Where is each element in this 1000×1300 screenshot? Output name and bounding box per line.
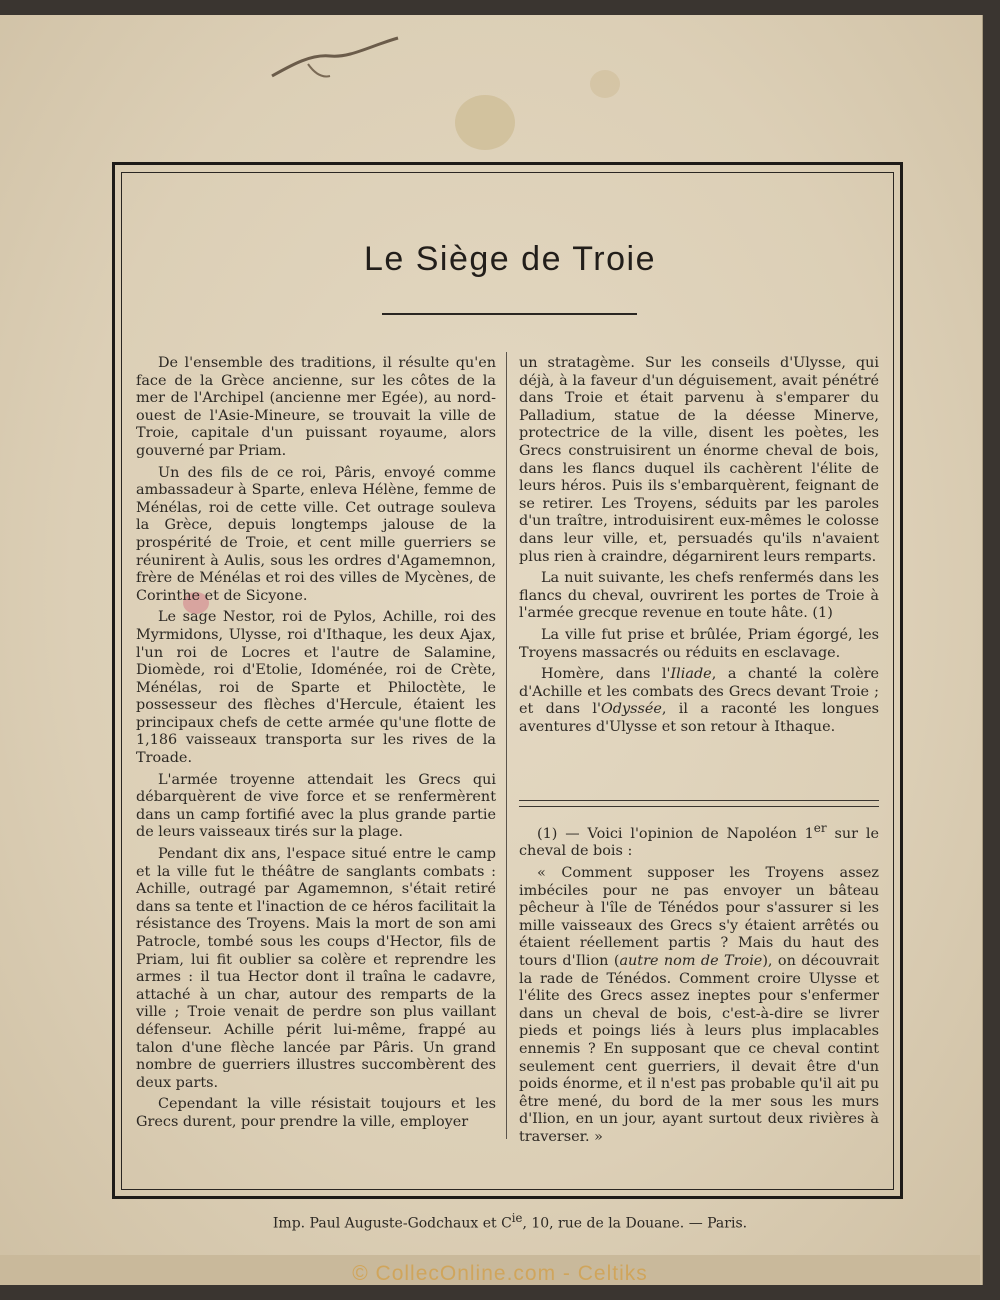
paragraph-continuation: un stratagème. Sur les conseils d'Ulysse, qui déjà, à la faveur d'un déguisement, avait pénétré dans Troie et était parvenu à s'emparer du Palladium, statue de la déesse Minerve, protectrice de la ville, disent les poètes, les Grecs construisirent un énorme cheval de bois, dans les flancs duquel ils cachèrent l'élite de leurs héros. Puis ils s'embarquèrent, feignant de se retirer. Les Troyens, séduits par les paroles d'un traître, introduisirent eux-mêmes le colosse dans leur ville, et, persuadés qu'ils n'avaient plus rien à craindre, dégarnirent leurs remparts. [519,355,879,565]
printer-imprint [110,1211,910,1232]
right-column [519,355,879,740]
text-run: ), on découvrait la rade de Ténédos. Comment croire Ulysse et l'élite des Grecs assez ineptes pour s'enfermer dans un cheval de bois, c'est-à-dire se livrer pieds et poings liés à leurs plus implacables ennemis ? En supposant que ce cheval contint seulement cent guerriers, il devait être d'un poids énorme, et il n'est pas probable qu'il ait pu être mené, du bord de la mer sous les murs d'Ilion, en un jour, ayant surtout deux rivières à traverser. » [519,952,879,1145]
title-rule [382,313,637,315]
page-title: Le Siège de Troie [363,240,657,278]
superscript: ie [511,1211,523,1225]
paragraph: Le sage Nestor, roi de Pylos, Achille, roi des Myrmidons, Ulysse, roi d'Ithaque, les deux Ajax, l'un roi de Locres et l'autre de Salamine, Diomède, roi d'Etolie, Idoménée, roi de Crète, Ménélas, roi de Sparte et Philoctète, le possesseur des flèches d'Hercule, étaient les principaux chefs de cette armée qu'une flotte de 1,186 vaisseaux transporta sur les rives de la Troade. [136,609,496,767]
paragraph: La ville fut prise et brûlée, Priam égorgé, les Troyens massacrés ou réduits en esclavage. [519,626,879,661]
paragraph: De l'ensemble des traditions, il résulte qu'en face de la Grèce ancienne, sur les côtes de la mer de l'Archipel (ancienne mer Egée), au nord-ouest de l'Asie-Mineure, se trouvait la ville de Troie, capitale d'un puissant royaume, alors gouverné par Priam. [136,355,496,459]
paragraph: L'armée troyenne attendait les Grecs qui débarquèrent de vive force et se renfermèrent dans un camp fortifié avec la plus grande partie de leurs vaisseaux tirés sur la plage. [136,771,496,841]
iliade-title: Iliade [670,666,712,683]
paragraph: Un des fils de ce roi, Pâris, envoyé comme ambassadeur à Sparte, enleva Hélène, femme de Ménélas, roi de cette ville. Cet outrage souleva la Grèce, depuis longtemps jalouse de la prospérité de Troie, et cent mille guerriers se réunirent à Aulis, sous les ordres d'Agamemnon, frère de Ménélas et roi des villes de Mycènes, de Corinthe et de Sicyone. [136,464,496,604]
text-run: sur le cheval de bois : [519,825,879,860]
watermark: © CollecOnline.com - Celtiks [352,1262,648,1285]
footnote-rule [519,806,879,807]
text-run: Homère, dans l' [541,666,671,683]
footnote-quote [519,865,879,1147]
left-column [136,355,496,1136]
footnote-intro [519,820,879,861]
ink-stroke-mark [270,36,400,81]
paragraph-homer [519,666,879,736]
footnote-rule [519,800,879,801]
odyssee-title: Odyssée [600,701,662,718]
text-run: , a chanté la colère d'Achille et les combats des Grecs devant Troie ; et dans l' [519,666,879,718]
column-divider [506,352,507,1139]
italic-aside: autre nom de Troie [619,952,763,969]
footnote [519,820,879,1150]
text-run: , il a raconté les longues aventures d'Ulysse et son retour à Ithaque. [519,701,879,735]
paragraph: Pendant dix ans, l'espace situé entre le camp et la ville fut le théâtre de sanglants combats : Achille, outragé par Agamemnon, s'était retiré dans sa tente et l'inaction de ce héros facilitait la résistance des Troyens. Mais la mort de son ami Patrocle, tombé sous les coups d'Hector, fils de Priam, lui fit oublier sa colère et reprendre les armes : il tua Hector dont il traîna le cadavre, attaché à un char, autour des remparts de la ville ; Troie venait de perdre son plus vaillant défenseur. Achille périt lui-même, frappé au talon d'une flèche lancée par Pâris. Un grand nombre de guerriers illustres succombèrent des deux parts. [136,846,496,1091]
superscript: er [813,821,827,835]
paragraph: Cependant la ville résistait toujours et les Grecs durent, pour prendre la ville, employer [136,1096,496,1130]
paragraph: La nuit suivante, les chefs renfermés dans les flancs du cheval, ouvrirent les portes de Troie à l'armée grecque revenue en toute hâte. (1) [519,570,879,622]
text-run: « Comment supposer les Troyens assez imbéciles pour ne pas envoyer un bâteau pêcheur à l'île de Ténédos pour s'assurer si les mille vaisseaux des Grecs s'y étaient arrêtés ou étaient réellement partis ? Mais du haut des tours d'Ilion ( [519,864,879,969]
text-run: , 10, rue de la Douane. — Paris. [522,1215,748,1232]
text-run: Imp. Paul Auguste-Godchaux et C [272,1215,512,1232]
text-run: (1) — Voici l'opinion de Napoléon 1 [537,825,814,842]
